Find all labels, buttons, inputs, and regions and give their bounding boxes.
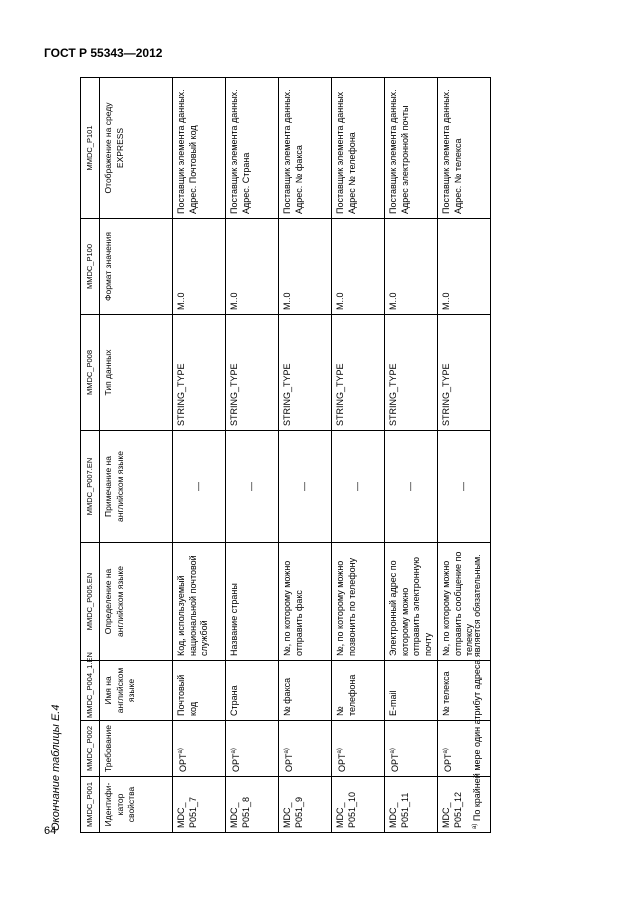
column-code: MMDC_P101 [81,78,100,219]
properties-table [80,77,491,833]
table-row [438,78,491,833]
cell-name: Страна [226,661,279,721]
cell-map: Поставщик элемента данных. Адрес. № факса [279,78,332,219]
rotated-table-block [50,78,492,833]
table-row [279,78,332,833]
cell-def: Электронный адрес по которому можно отправить электронную почту [385,543,438,661]
cell-id: MDC_ P051_12 [438,777,491,833]
cell-type: STRING_TYPE [385,315,438,431]
cell-map: Поставщик элемента данных Адрес № телефона [332,78,385,219]
cell-fmt: M..0 [438,219,491,315]
cell-type: STRING_TYPE [226,315,279,431]
column-code: MMDC_P008 [81,315,100,431]
cell-def: Код, используемый национальной почтовой службой [173,543,226,661]
cell-map: Поставщик элемента данных. Адрес электронной почты [385,78,438,219]
column-code: MMDC_P007.EN [81,431,100,543]
table-row [332,78,385,833]
column-header: Отображение на среду EXPRESS [100,78,173,219]
cell-req: OPT$^{a)}$ [385,721,438,777]
cell-def: №, по которому можно отправить факс [279,543,332,661]
code-row [81,78,100,833]
column-header: Примечание на английском языке [100,431,173,543]
cell-note: — [279,431,332,543]
table-row [385,78,438,833]
column-header: Формат значения [100,219,173,315]
cell-note: — [438,431,491,543]
cell-type: STRING_TYPE [279,315,332,431]
column-header: Имя на английском языке [100,661,173,721]
cell-def: №, по которому можно позвонить по телефону [332,543,385,661]
column-code: MMDC_P001 [81,777,100,833]
footnote-marker: a) [443,748,449,754]
column-code: MMDC_P005.EN [81,543,100,661]
column-header: Идентифи-катор свойства [100,777,173,833]
column-header: Определение на английском языке [100,543,173,661]
cell-req: OPT$^{a)}$ [173,721,226,777]
cell-id: MDC_ P051_11 [385,777,438,833]
cell-req: OPT$^{a)}$ [332,721,385,777]
cell-name: № телекса [438,661,491,721]
cell-id: MDC_ P051_8 [226,777,279,833]
footnote-marker: a) [231,748,237,754]
header-row [100,78,173,833]
cell-req: OPT$^{a)}$ [226,721,279,777]
cell-id: MDC_ P051_10 [332,777,385,833]
cell-type: STRING_TYPE [438,315,491,431]
table-caption: Окончание таблицы Е.4 [50,704,62,831]
column-code: MMDC_P100 [81,219,100,315]
document-header: ГОСТ Р 55343—2012 [44,46,163,60]
footnote: $^{a)}$ По крайней мере один атрибут адреса является обязательным. [472,554,482,829]
column-code: MMDC_P004_1.EN [81,661,100,721]
cell-fmt: M..0 [332,219,385,315]
footnote-marker: a) [390,748,396,754]
cell-note: — [385,431,438,543]
column-header: Тип данных [100,315,173,431]
column-header: Требование [100,721,173,777]
cell-name: № факса [279,661,332,721]
cell-fmt: M..0 [173,219,226,315]
cell-name: E-mail [385,661,438,721]
cell-map: Поставщик элемента данных. Адрес. Страна [226,78,279,219]
footnote-marker: a) [178,748,184,754]
page-number: 64 [44,825,57,837]
column-code: MMDC_P002 [81,721,100,777]
cell-def: Название страны [226,543,279,661]
cell-note: — [226,431,279,543]
cell-fmt: M..0 [279,219,332,315]
cell-map: Поставщик элемента данных. Адрес. Почтовый код [173,78,226,219]
cell-req: OPT$^{a)}$ [279,721,332,777]
cell-type: STRING_TYPE [332,315,385,431]
cell-id: MDC_ P051_9 [279,777,332,833]
cell-req: OPT$^{a)}$ [438,721,491,777]
table-row [173,78,226,833]
cell-type: STRING_TYPE [173,315,226,431]
cell-fmt: M..0 [226,219,279,315]
footnote-marker: a) [284,748,290,754]
cell-name: № телефона [332,661,385,721]
cell-note: — [332,431,385,543]
cell-name: Почтовый код [173,661,226,721]
cell-note: — [173,431,226,543]
cell-def: №, по которому можно отправить сообщение по телексу [438,543,491,661]
cell-fmt: M..0 [385,219,438,315]
footnote-marker: a) [337,748,343,754]
cell-map: Поставщик элемента данных. Адрес. № телекса [438,78,491,219]
table-row [226,78,279,833]
cell-id: MDC_ P051_7 [173,777,226,833]
